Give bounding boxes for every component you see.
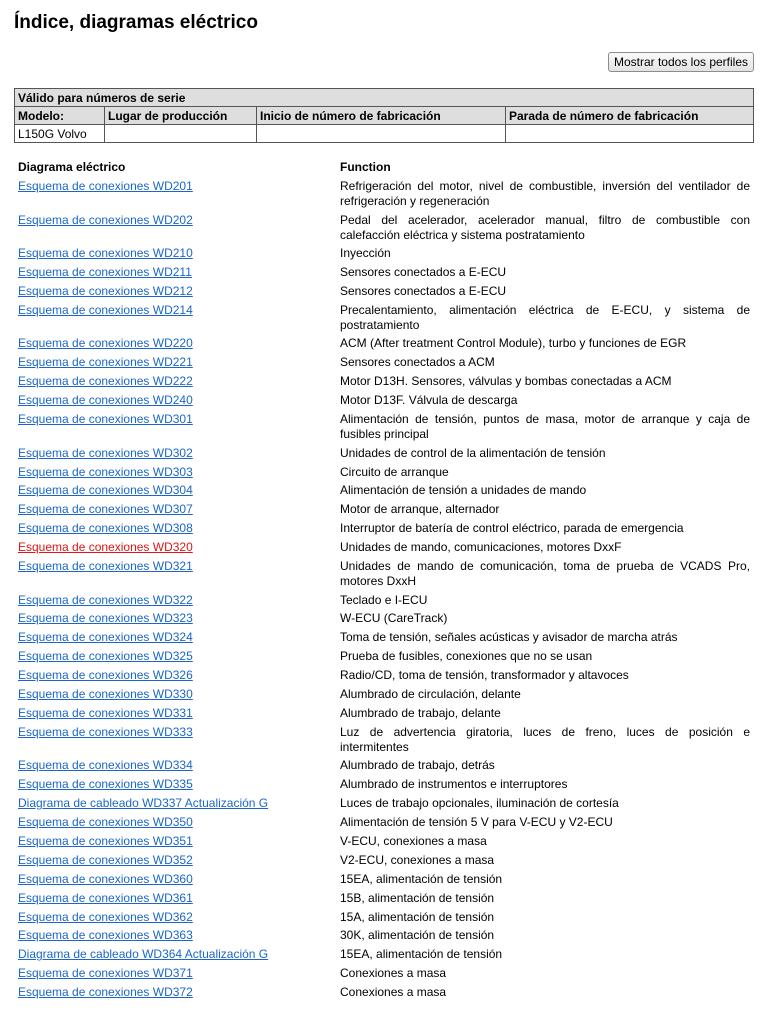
diagram-link[interactable]: Esquema de conexiones WD324: [18, 630, 193, 645]
list-item: [0, 628, 768, 647]
diagram-link[interactable]: Esquema de conexiones WD326: [18, 668, 193, 683]
list-item: [0, 832, 768, 851]
list-item: [0, 353, 768, 372]
diagram-link[interactable]: Esquema de conexiones WD220: [18, 336, 193, 351]
function-description: Alimentación de tensión 5 V para V-ECU y V2-ECU: [340, 815, 613, 830]
list-item: [0, 481, 768, 500]
list-item: [0, 647, 768, 666]
cell-serial-stop: [506, 125, 754, 143]
function-description: Unidades de mando de comunicación, toma de prueba de VCADS Pro, motores DxxH: [340, 558, 750, 588]
diagram-link[interactable]: Esquema de conexiones WD363: [18, 928, 193, 943]
list-item: [0, 211, 768, 245]
diagram-link[interactable]: Esquema de conexiones WD361: [18, 890, 193, 905]
list-item: [0, 334, 768, 353]
diagram-link[interactable]: Esquema de conexiones WD323: [18, 611, 193, 626]
function-description: Sensores conectados a E-ECU: [340, 265, 507, 280]
function-description: 15EA, alimentación de tensión: [340, 871, 503, 886]
list-item: [0, 666, 768, 685]
list-item: [0, 500, 768, 519]
header-serial-stop: Parada de número de fabricación: [506, 107, 754, 125]
function-description: Radio/CD, toma de tensión, transformador y altavoces: [340, 668, 629, 683]
function-description: Prueba de fusibles, conexiones que no se usan: [340, 649, 593, 664]
function-description: Toma de tensión, señales acústicas y avisador de marcha atrás: [340, 630, 678, 645]
diagram-index-list: [0, 177, 768, 1002]
function-description: W-ECU (CareTrack): [340, 611, 448, 626]
function-column-header: Function: [340, 160, 391, 174]
diagram-link[interactable]: Esquema de conexiones WD210: [18, 246, 193, 261]
function-description: Unidades de control de la alimentación de tensión: [340, 445, 606, 460]
diagram-link[interactable]: Esquema de conexiones WD362: [18, 909, 193, 924]
show-all-profiles-button[interactable]: Mostrar todos los perfiles: [608, 52, 754, 72]
page-title: Índice, diagramas eléctrico: [14, 12, 258, 33]
serial-table-caption: Válido para números de serie: [15, 89, 754, 107]
diagram-link[interactable]: Esquema de conexiones WD201: [18, 179, 193, 193]
list-item: [0, 609, 768, 628]
function-description: Sensores conectados a E-ECU: [340, 283, 507, 298]
diagram-link[interactable]: Esquema de conexiones WD351: [18, 833, 193, 848]
list-item: [0, 519, 768, 538]
function-description: 15B, alimentación de tensión: [340, 890, 495, 905]
function-description: Motor D13H. Sensores, válvulas y bombas conectadas a ACM: [340, 374, 672, 389]
function-description: Sensores conectados a ACM: [340, 355, 495, 370]
list-item: [0, 444, 768, 463]
diagram-link[interactable]: Esquema de conexiones WD240: [18, 393, 193, 408]
diagram-link[interactable]: Esquema de conexiones WD335: [18, 777, 193, 792]
diagram-link[interactable]: Esquema de conexiones WD372: [18, 985, 193, 1000]
list-item: [0, 177, 768, 211]
list-item: [0, 794, 768, 813]
list-item: [0, 685, 768, 704]
function-description: Alumbrado de instrumentos e interruptores: [340, 777, 568, 792]
function-description: Motor D13F. Válvula de descarga: [340, 393, 518, 408]
list-item: [0, 372, 768, 391]
list-item: [0, 704, 768, 723]
function-description: Alumbrado de trabajo, delante: [340, 705, 501, 720]
diagram-link[interactable]: Esquema de conexiones WD331: [18, 705, 193, 720]
diagram-link[interactable]: Esquema de conexiones WD214: [18, 302, 193, 317]
list-item: [0, 591, 768, 610]
function-description: Alumbrado de trabajo, detrás: [340, 758, 495, 773]
list-item: [0, 964, 768, 983]
list-item: [0, 945, 768, 964]
diagram-link[interactable]: Esquema de conexiones WD211: [18, 265, 192, 280]
diagram-link[interactable]: Esquema de conexiones WD301: [18, 412, 193, 427]
diagram-link[interactable]: Esquema de conexiones WD307: [18, 502, 193, 517]
function-description: Unidades de mando, comunicaciones, motores DxxF: [340, 540, 622, 555]
list-item: [0, 244, 768, 263]
list-item: [0, 557, 768, 591]
cell-production-place: [105, 125, 257, 143]
function-description: Conexiones a masa: [340, 985, 447, 1000]
list-item: [0, 282, 768, 301]
diagram-link[interactable]: Esquema de conexiones WD202: [18, 212, 193, 227]
diagram-link[interactable]: Esquema de conexiones WD360: [18, 871, 193, 886]
function-description: ACM (After treatment Control Module), turbo y funciones de EGR: [340, 336, 687, 351]
diagram-link[interactable]: Esquema de conexiones WD333: [18, 724, 193, 739]
list-item: [0, 926, 768, 945]
diagram-link[interactable]: Esquema de conexiones WD350: [18, 815, 193, 830]
function-description: Teclado e I-ECU: [340, 592, 428, 607]
function-description: Circuito de arranque: [340, 464, 449, 479]
diagram-link[interactable]: Esquema de conexiones WD330: [18, 687, 193, 701]
diagram-link[interactable]: Esquema de conexiones WD222: [18, 374, 193, 389]
diagram-link[interactable]: Esquema de conexiones WD321: [18, 558, 193, 573]
list-item: [0, 889, 768, 908]
list-item: [0, 723, 768, 757]
diagram-link[interactable]: Esquema de conexiones WD352: [18, 852, 193, 867]
function-description: Alimentación de tensión, puntos de masa, motor de arranque y caja de fusibles principal: [340, 412, 750, 442]
function-description: Refrigeración del motor, nivel de combustible, inversión del ventilador de refrigeración y regeneración: [340, 179, 750, 208]
list-item: [0, 538, 768, 557]
list-item: [0, 410, 768, 444]
diagram-link[interactable]: Esquema de conexiones WD322: [18, 592, 193, 607]
function-description: Alumbrado de circulación, delante: [340, 687, 521, 701]
diagram-link[interactable]: Esquema de conexiones WD212: [18, 283, 193, 298]
diagram-link[interactable]: Esquema de conexiones WD308: [18, 521, 193, 536]
diagram-link[interactable]: Esquema de conexiones WD334: [18, 758, 193, 773]
diagram-link[interactable]: Diagrama de cableado WD337 Actualización G: [18, 796, 269, 811]
function-description: V2-ECU, conexiones a masa: [340, 852, 495, 867]
diagram-column-header: Diagrama eléctrico: [18, 160, 126, 174]
list-item: [0, 263, 768, 282]
serial-number-table: [14, 88, 754, 143]
list-item: [0, 870, 768, 889]
cell-serial-start: [257, 125, 506, 143]
function-description: Pedal del acelerador, acelerador manual, filtro de combustible con calefacción eléctrica y sistema postratamiento: [340, 212, 750, 242]
diagram-link[interactable]: Diagrama de cableado WD364 Actualización G: [18, 947, 269, 962]
function-description: V-ECU, conexiones a masa: [340, 833, 487, 848]
header-model: Modelo:: [15, 107, 105, 125]
list-item: [0, 301, 768, 335]
function-description: Luz de advertencia giratoria, luces de freno, luces de posición e intermitentes: [340, 724, 750, 754]
header-production-place: Lugar de producción: [105, 107, 257, 125]
diagram-link[interactable]: Esquema de conexiones WD325: [18, 649, 193, 664]
function-description: 30K, alimentación de tensión: [340, 928, 495, 943]
diagram-link[interactable]: Esquema de conexiones WD302: [18, 445, 193, 460]
diagram-link[interactable]: Esquema de conexiones WD303: [18, 464, 193, 479]
function-description: Conexiones a masa: [340, 966, 447, 981]
function-description: Alimentación de tensión a unidades de mando: [340, 483, 587, 498]
function-description: Precalentamiento, alimentación eléctrica de E-ECU, y sistema de postratamiento: [340, 302, 750, 332]
function-description: Motor de arranque, alternador: [340, 502, 500, 517]
list-item: [0, 775, 768, 794]
list-item: [0, 756, 768, 775]
list-item: [0, 813, 768, 832]
diagram-link[interactable]: Esquema de conexiones WD371: [18, 966, 193, 981]
list-item: [0, 908, 768, 927]
function-description: Inyección: [340, 246, 391, 261]
list-item: [0, 983, 768, 1002]
diagram-link[interactable]: Esquema de conexiones WD320: [18, 540, 193, 555]
function-description: 15A, alimentación de tensión: [340, 909, 495, 924]
diagram-link[interactable]: Esquema de conexiones WD221: [18, 355, 193, 370]
function-description: 15EA, alimentación de tensión: [340, 947, 503, 962]
list-item: [0, 463, 768, 482]
function-description: Interruptor de batería de control eléctrico, parada de emergencia: [340, 521, 684, 536]
diagram-link[interactable]: Esquema de conexiones WD304: [18, 483, 193, 498]
header-serial-start: Inicio de número de fabricación: [257, 107, 506, 125]
function-description: Luces de trabajo opcionales, iluminación de cortesía: [340, 796, 619, 811]
list-item: [0, 851, 768, 870]
list-item: [0, 391, 768, 410]
cell-model: L150G Volvo: [15, 125, 105, 143]
